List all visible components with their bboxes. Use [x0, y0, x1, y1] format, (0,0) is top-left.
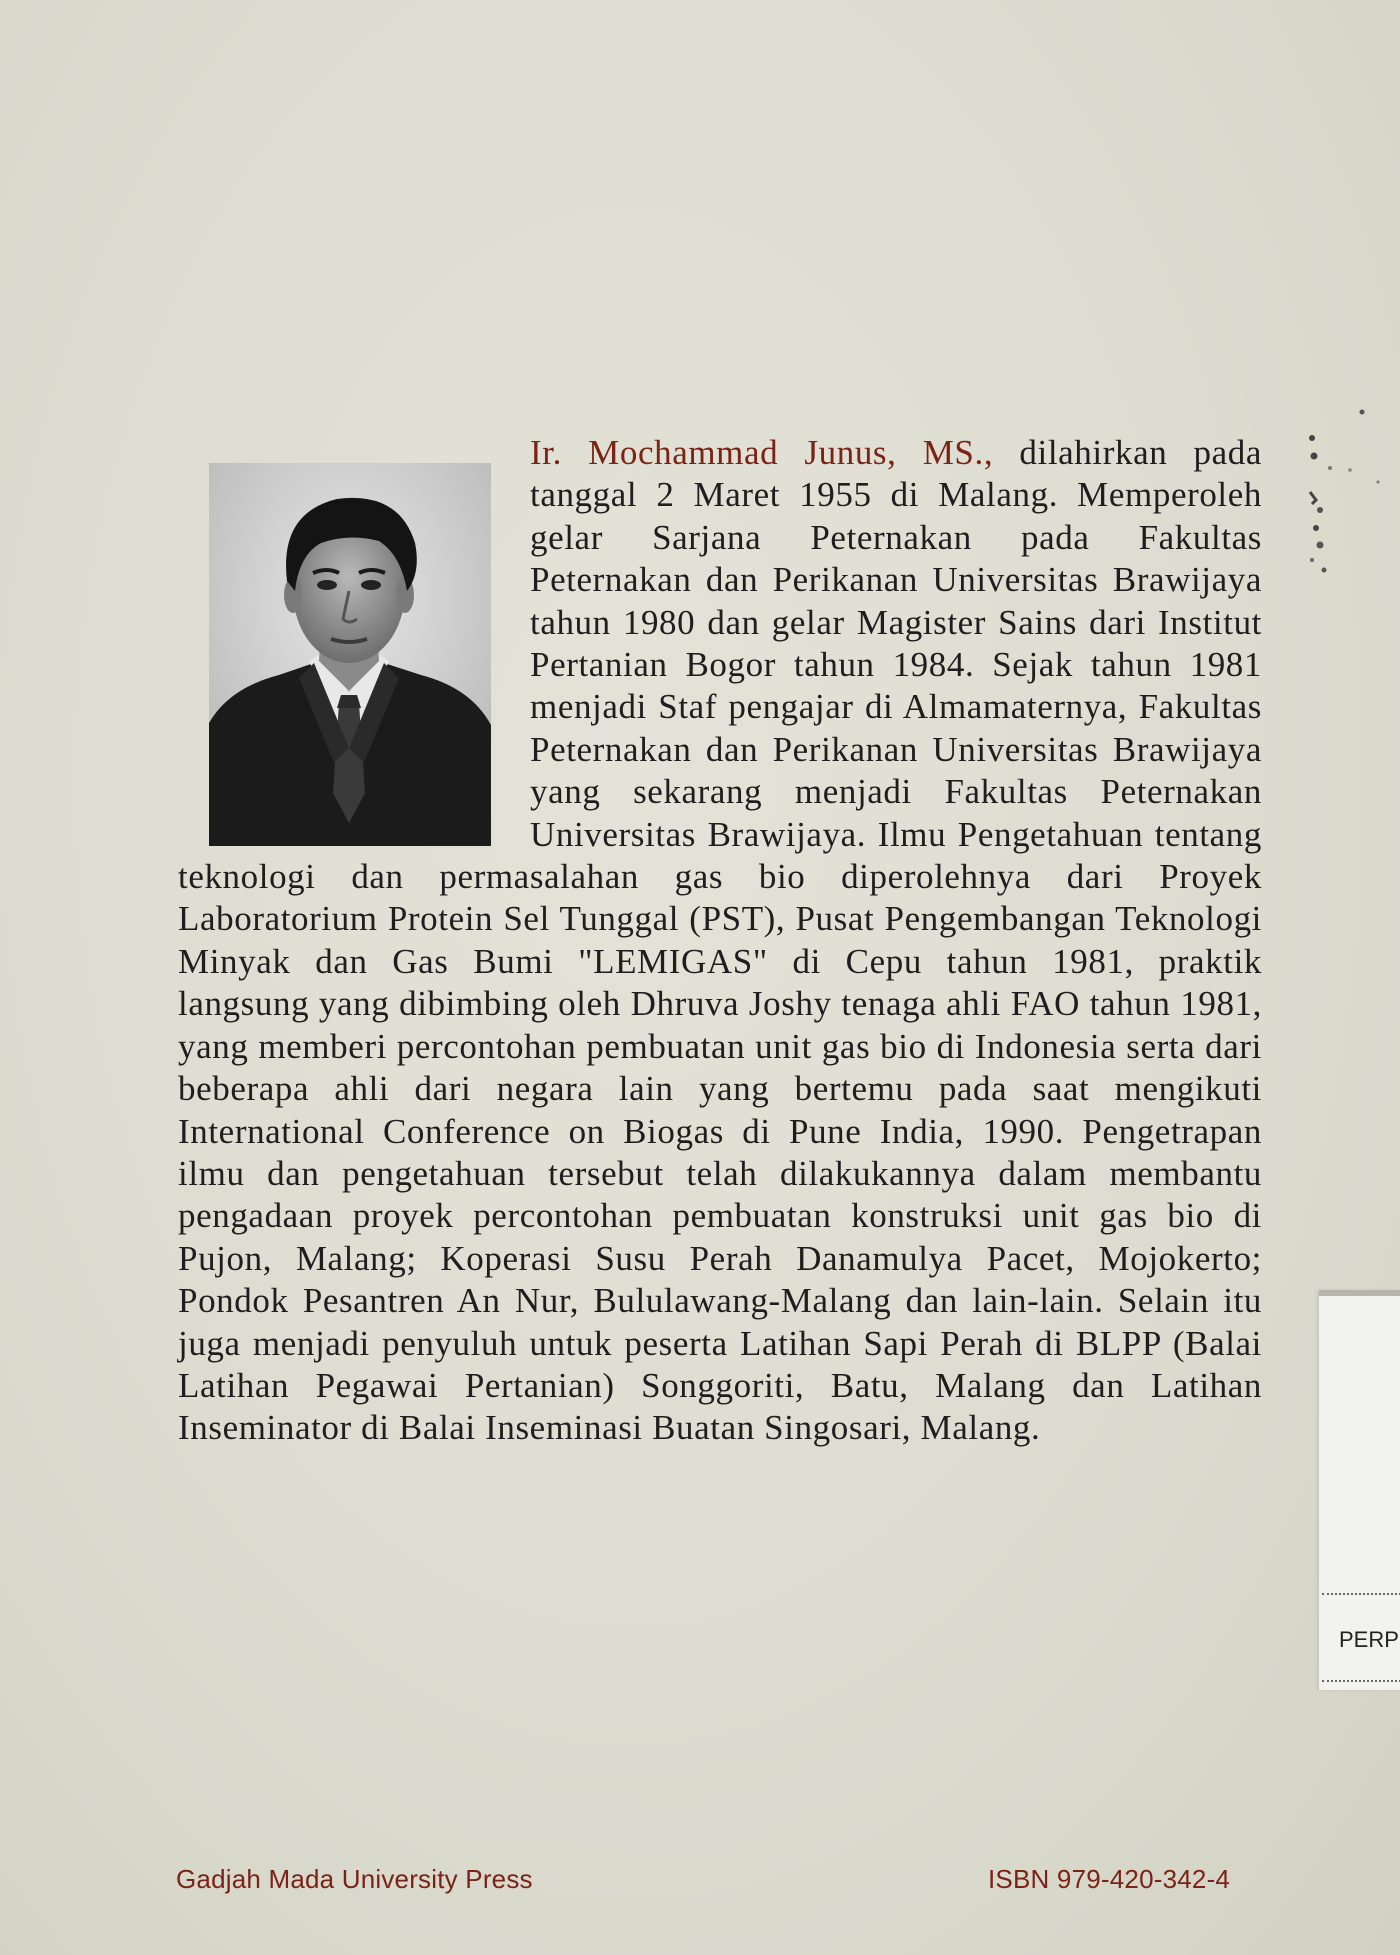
biography-text: dilahirkan pada tanggal 2 Maret 1955 di Malang. Memperoleh gelar Sarjana Peternakan pada Fakultas Peternakan dan Perikanan Universitas Brawijaya tahun 1980 dan gelar Magister Sains dari Institut Pertanian Bogor tahun 1984. Sejak tahun 1981 menjadi Staf pengajar di Almamaternya, Fakultas Peternakan dan Perikanan Universitas Brawijaya yang sekarang menjadi Fakultas Peternakan Universitas Brawijaya. Ilmu Pengetahuan tentang teknologi dan permasalahan gas bio diperolehnya dari Proyek Laboratorium Protein Sel Tunggal (PST), Pusat Pengembangan Teknologi Minyak dan Gas Bumi "LEMIGAS" di Cepu tahun 1981, praktik langsung yang dibimbing oleh Dhruva Joshy tenaga ahli FAO tahun 1981, yang memberi percontohan pembuatan unit gas bio di Indonesia serta dari beberapa ahli dari negara lain yang bertemu pada saat mengikuti International Conference on Biogas di Pune India, 1990. Pengetrapan ilmu dan pengetahuan tersebut telah dilakukannya dalam membantu pengadaan proyek percontohan pembuatan konstruksi unit gas bio di Pujon, Malang; Koperasi Susu Perah Danamulya Pacet, Mojokerto; Pondok Pesantren An Nur, Bululawang-Malang dan lain-lain. Selain itu juga menjadi penyuluh untuk peserta Latihan Sapi Perah di BLPP (Balai Latihan Pegawai Pertanian) Songgoriti, Batu, Malang dan Latihan Inseminator di Balai Inseminasi Buatan Singosari, Malang.: [178, 433, 1262, 1448]
isbn-number: ISBN 979-420-342-4: [988, 1864, 1231, 1894]
publisher-name: Gadjah Mada University Press: [176, 1864, 533, 1894]
author-biography: [178, 432, 1262, 1450]
author-name: Ir. Mochammad Junus, MS.,: [530, 433, 994, 472]
sticker-dotted-line-top: [1322, 1593, 1400, 1595]
edge-stain-marks: [1290, 400, 1400, 600]
sticker-top-edge: [1319, 1290, 1400, 1296]
library-sticker: [1318, 1290, 1400, 1690]
sticker-label: PERP: [1339, 1627, 1399, 1652]
sticker-dotted-line-bottom: [1322, 1680, 1400, 1682]
photo-spacer: [178, 432, 530, 854]
